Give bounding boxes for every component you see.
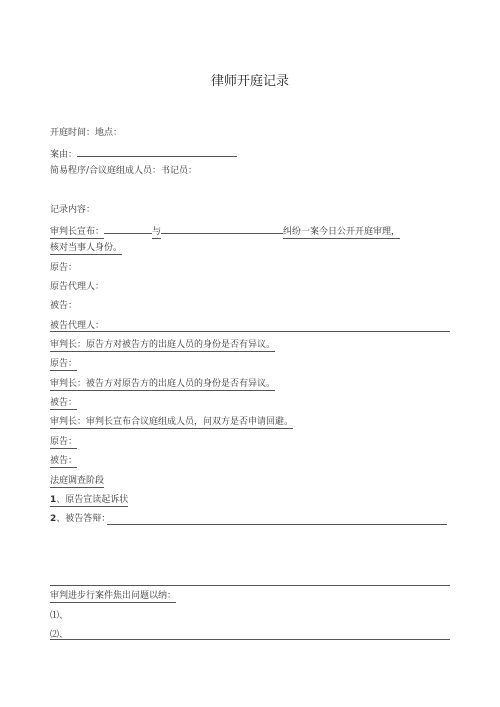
verify-text: 核对当事人身份。 <box>50 243 123 253</box>
step-1-number: 1 <box>50 495 57 505</box>
defendant-agent-line: 被告代理人： <box>50 321 105 331</box>
focus-line <box>50 590 176 602</box>
item-2-rule <box>50 639 450 640</box>
announce-part-b: 与 <box>152 227 162 237</box>
step-1-line <box>50 494 128 506</box>
step-2-text: 、被告答辩： <box>56 514 111 524</box>
defendant-agent-rule <box>50 331 450 332</box>
question-3-line <box>50 416 293 428</box>
step-2-rule <box>107 524 447 525</box>
step-2-number: 2 <box>50 514 57 524</box>
verify-line <box>50 242 122 254</box>
procedure-members-line: 简易程序/合议庭组成人员：书记员： <box>50 166 198 176</box>
answer-3-plaintiff-line <box>50 436 77 448</box>
item-2-line: ⑵、 <box>50 630 69 640</box>
case-line <box>50 146 237 161</box>
announce-part-c: 纠纷一案今日公开开庭审理， <box>283 227 401 237</box>
announce-part-a: 审判长宣布： <box>50 227 105 237</box>
time-place-line: 开庭时间：地点： <box>50 128 123 138</box>
plaintiff-line: 原告： <box>50 263 78 273</box>
document-title: 律师开庭记录 <box>210 74 289 89</box>
step-1 <box>50 495 128 507</box>
answer-3-plaintiff-text: 原告： <box>50 437 78 447</box>
answer-2-line <box>50 397 77 409</box>
step-2-line <box>50 513 110 525</box>
answer-3-defendant-text: 被告： <box>50 456 78 466</box>
question-2-line <box>50 378 275 390</box>
case-blank <box>77 146 237 157</box>
case-label: 案由： <box>50 150 78 160</box>
question-1-line <box>50 339 275 351</box>
announce-blank-2 <box>161 223 283 234</box>
defendant-line: 被告： <box>50 301 78 311</box>
answer-1-line <box>50 358 77 370</box>
section-separator-rule <box>50 585 450 586</box>
investigation-stage-line <box>50 475 104 487</box>
record-content-label: 记录内容： <box>50 205 96 215</box>
question-1-text: 审判长：原告方对被告方的出庭人员的身份是否有异议。 <box>50 340 276 350</box>
question-2-text: 审判长：被告方对原告方的出庭人员的身份是否有异议。 <box>50 379 276 389</box>
item-1-line: ⑴、 <box>50 611 69 621</box>
announce-line <box>50 223 400 238</box>
answer-1-text: 原告： <box>50 359 78 369</box>
investigation-stage-text: 法庭调查阶段 <box>50 476 105 486</box>
question-3-text: 审判长：审判长宣布合议庭组成人员，问双方是否申请回避。 <box>50 417 294 427</box>
answer-3-defendant-line <box>50 455 77 467</box>
focus-text: 审判进步行案件焦出问题以纳： <box>50 591 177 601</box>
answer-2-text: 被告： <box>50 398 78 408</box>
plaintiff-agent-line: 原告代理人： <box>50 282 105 292</box>
step-1-text: 、原告宣读起诉状 <box>56 495 129 505</box>
announce-blank-1 <box>104 223 152 234</box>
